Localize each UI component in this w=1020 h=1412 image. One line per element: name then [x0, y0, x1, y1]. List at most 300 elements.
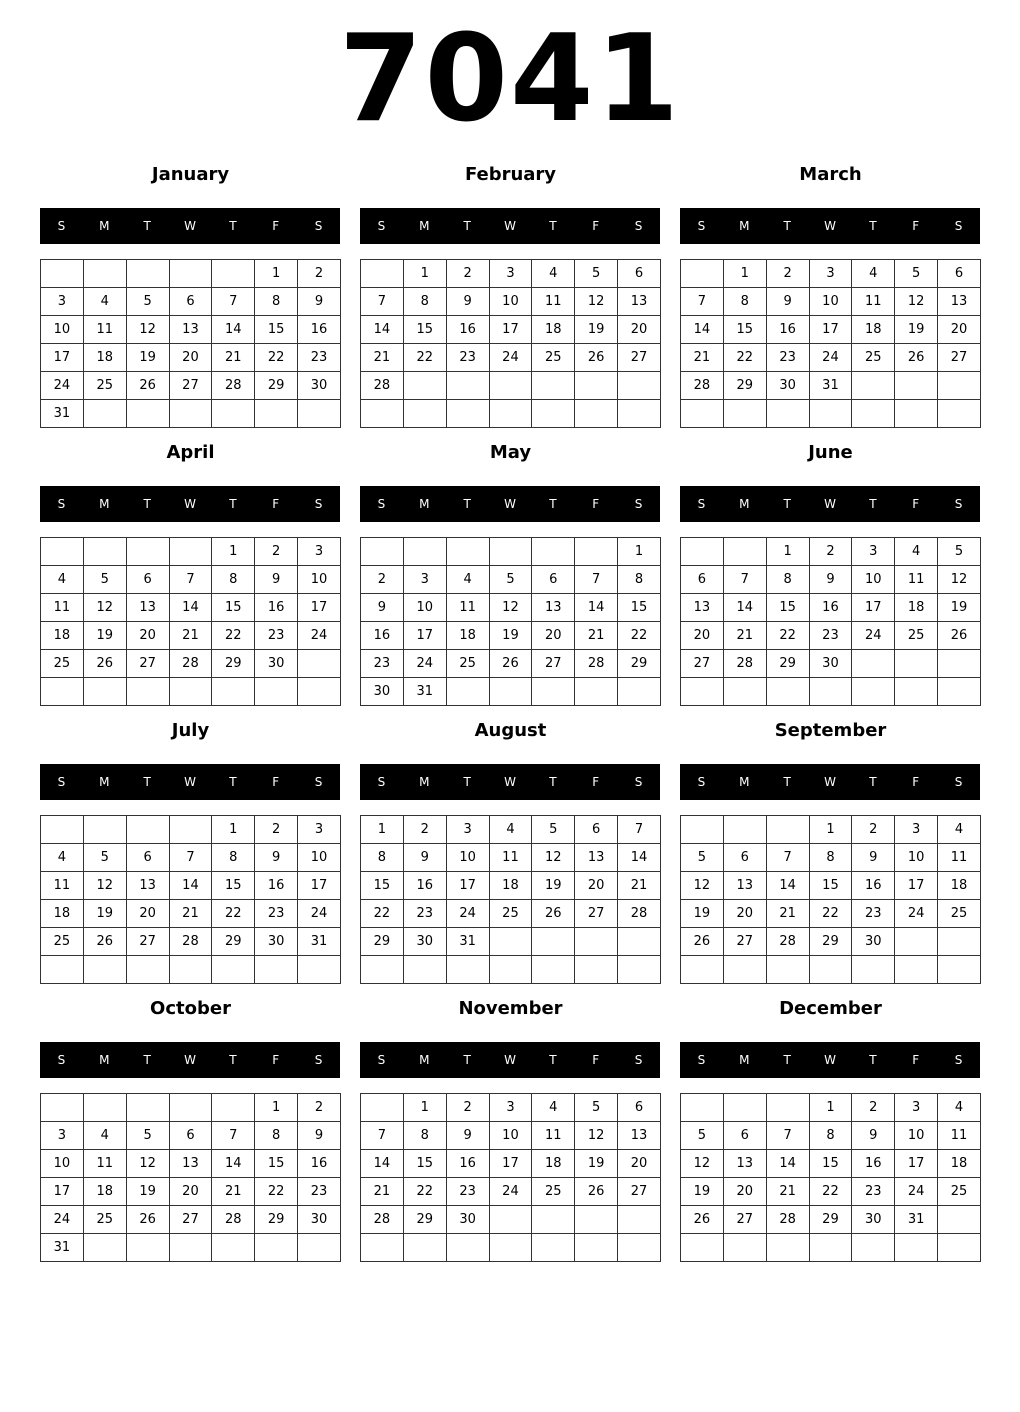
empty-cell	[766, 1234, 809, 1262]
empty-cell	[532, 928, 575, 956]
weekday-label: W	[504, 1053, 516, 1067]
day-cell: 24	[298, 900, 341, 928]
empty-cell	[83, 816, 126, 844]
day-cell: 23	[255, 900, 298, 928]
empty-cell	[938, 1234, 981, 1262]
day-cell: 6	[723, 844, 766, 872]
empty-cell	[126, 1234, 169, 1262]
day-cell: 2	[766, 260, 809, 288]
day-cell: 23	[766, 344, 809, 372]
day-cell: 6	[169, 1122, 212, 1150]
day-cell: 11	[41, 872, 84, 900]
day-cell: 20	[169, 344, 212, 372]
week-row	[361, 928, 661, 956]
week-row	[41, 1206, 341, 1234]
day-cell: 30	[298, 1206, 341, 1234]
empty-cell	[938, 956, 981, 984]
day-cell: 13	[126, 594, 169, 622]
day-cell: 7	[681, 288, 724, 316]
day-grid	[40, 1093, 341, 1262]
day-cell: 14	[766, 1150, 809, 1178]
day-cell: 13	[126, 872, 169, 900]
empty-cell	[126, 538, 169, 566]
weekday-label: S	[314, 1053, 323, 1067]
day-cell: 29	[212, 928, 255, 956]
day-cell: 3	[41, 1122, 84, 1150]
day-cell: 30	[852, 928, 895, 956]
week-row	[681, 816, 981, 844]
weekday-label: T	[869, 1053, 877, 1067]
day-cell: 31	[446, 928, 489, 956]
month-name: February	[464, 164, 557, 185]
day-cell: 9	[298, 1122, 341, 1150]
day-cell: 16	[809, 594, 852, 622]
day-cell: 27	[169, 372, 212, 400]
day-cell: 21	[169, 622, 212, 650]
day-cell: 22	[618, 622, 661, 650]
week-row	[41, 1094, 341, 1122]
empty-cell	[489, 678, 532, 706]
day-cell: 4	[489, 816, 532, 844]
day-cell: 19	[895, 316, 938, 344]
day-cell: 24	[489, 1178, 532, 1206]
empty-cell	[532, 1234, 575, 1262]
weekday-label: S	[634, 1053, 643, 1067]
day-cell: 12	[532, 844, 575, 872]
day-cell: 23	[361, 650, 404, 678]
day-cell: 25	[938, 900, 981, 928]
day-cell: 1	[766, 538, 809, 566]
empty-cell	[852, 956, 895, 984]
empty-cell	[895, 650, 938, 678]
day-cell: 26	[83, 928, 126, 956]
empty-cell	[83, 1234, 126, 1262]
weekday-label: W	[824, 497, 836, 511]
day-cell: 15	[618, 594, 661, 622]
day-cell: 10	[489, 288, 532, 316]
day-cell: 21	[766, 1178, 809, 1206]
empty-cell	[446, 400, 489, 428]
empty-cell	[489, 538, 532, 566]
day-cell: 15	[255, 316, 298, 344]
day-cell: 21	[361, 1178, 404, 1206]
empty-cell	[681, 816, 724, 844]
empty-cell	[618, 400, 661, 428]
day-cell: 24	[895, 1178, 938, 1206]
day-grid	[360, 259, 661, 428]
empty-cell	[126, 816, 169, 844]
day-cell: 16	[255, 872, 298, 900]
weekday-label: S	[697, 775, 706, 789]
empty-cell	[575, 538, 618, 566]
day-cell: 24	[298, 622, 341, 650]
weekday-label: T	[143, 1053, 151, 1067]
week-row	[361, 956, 661, 984]
weekday-header	[680, 486, 980, 522]
day-cell: 1	[403, 1094, 446, 1122]
day-cell: 13	[618, 1122, 661, 1150]
weekday-label: T	[549, 1053, 557, 1067]
day-cell: 2	[809, 538, 852, 566]
day-cell: 17	[895, 872, 938, 900]
week-row	[41, 1234, 341, 1262]
weekday-label: T	[229, 497, 237, 511]
week-row	[361, 288, 661, 316]
day-cell: 16	[852, 1150, 895, 1178]
week-row	[681, 288, 981, 316]
day-cell: 25	[532, 344, 575, 372]
day-cell: 20	[681, 622, 724, 650]
day-cell: 26	[575, 344, 618, 372]
day-cell: 20	[575, 872, 618, 900]
day-cell: 6	[681, 566, 724, 594]
weekday-label: S	[634, 219, 643, 233]
day-cell: 22	[255, 1178, 298, 1206]
day-cell: 18	[83, 1178, 126, 1206]
day-cell: 15	[809, 872, 852, 900]
day-cell: 23	[255, 622, 298, 650]
weekday-label: M	[99, 1053, 110, 1067]
weekday-label: S	[377, 497, 386, 511]
week-row	[41, 538, 341, 566]
month-name: October	[150, 998, 231, 1019]
weekday-label: S	[377, 1053, 386, 1067]
weekday-label: W	[184, 497, 196, 511]
day-cell: 5	[83, 566, 126, 594]
empty-cell	[83, 956, 126, 984]
empty-cell	[618, 1206, 661, 1234]
day-cell: 25	[83, 372, 126, 400]
empty-cell	[895, 678, 938, 706]
day-cell: 11	[532, 288, 575, 316]
weekday-label: S	[314, 775, 323, 789]
day-cell: 20	[126, 900, 169, 928]
day-cell: 24	[446, 900, 489, 928]
empty-cell	[723, 816, 766, 844]
week-row	[361, 344, 661, 372]
weekday-label: S	[57, 1053, 66, 1067]
empty-cell	[575, 956, 618, 984]
day-cell: 8	[361, 844, 404, 872]
empty-cell	[618, 678, 661, 706]
month-name: June	[808, 442, 853, 463]
day-cell: 19	[575, 316, 618, 344]
day-cell: 12	[895, 288, 938, 316]
day-cell: 1	[212, 816, 255, 844]
day-cell: 28	[212, 1206, 255, 1234]
empty-cell	[575, 928, 618, 956]
day-cell: 22	[809, 1178, 852, 1206]
day-cell: 22	[766, 622, 809, 650]
weekday-label: S	[57, 497, 66, 511]
day-cell: 25	[532, 1178, 575, 1206]
empty-cell	[361, 400, 404, 428]
day-cell: 29	[809, 1206, 852, 1234]
day-cell: 27	[575, 900, 618, 928]
day-cell: 28	[361, 372, 404, 400]
weekday-label: T	[783, 775, 791, 789]
weekday-label: S	[634, 497, 643, 511]
day-cell: 22	[403, 344, 446, 372]
day-cell: 3	[895, 816, 938, 844]
weekday-label: F	[912, 775, 920, 789]
day-grid	[680, 537, 981, 706]
day-cell: 16	[298, 1150, 341, 1178]
day-cell: 20	[723, 900, 766, 928]
day-cell: 9	[766, 288, 809, 316]
week-row	[41, 956, 341, 984]
empty-cell	[446, 956, 489, 984]
day-cell: 25	[41, 928, 84, 956]
empty-cell	[41, 678, 84, 706]
day-cell: 7	[766, 1122, 809, 1150]
day-cell: 21	[575, 622, 618, 650]
day-cell: 12	[681, 872, 724, 900]
day-cell: 6	[126, 566, 169, 594]
day-cell: 1	[255, 260, 298, 288]
day-cell: 26	[681, 928, 724, 956]
empty-cell	[403, 400, 446, 428]
day-cell: 27	[618, 344, 661, 372]
day-cell: 12	[83, 872, 126, 900]
week-row	[41, 400, 341, 428]
day-cell: 23	[852, 900, 895, 928]
day-cell: 8	[212, 844, 255, 872]
weekday-label: T	[869, 219, 877, 233]
empty-cell	[83, 678, 126, 706]
empty-cell	[681, 956, 724, 984]
week-row	[681, 594, 981, 622]
day-cell: 25	[489, 900, 532, 928]
weekday-label: M	[419, 1053, 430, 1067]
empty-cell	[169, 400, 212, 428]
day-cell: 12	[938, 566, 981, 594]
weekday-label: F	[592, 775, 600, 789]
weekday-label: T	[143, 497, 151, 511]
week-row	[41, 650, 341, 678]
weekday-header	[360, 764, 660, 800]
day-cell: 30	[361, 678, 404, 706]
day-cell: 9	[446, 1122, 489, 1150]
day-cell: 21	[681, 344, 724, 372]
weekday-label: M	[419, 775, 430, 789]
weekday-label: M	[739, 219, 750, 233]
empty-cell	[938, 1206, 981, 1234]
day-cell: 16	[446, 1150, 489, 1178]
empty-cell	[852, 650, 895, 678]
empty-cell	[403, 372, 446, 400]
day-cell: 22	[809, 900, 852, 928]
weekday-label: T	[229, 775, 237, 789]
day-cell: 20	[532, 622, 575, 650]
empty-cell	[852, 400, 895, 428]
day-cell: 29	[723, 372, 766, 400]
weekday-label: W	[184, 775, 196, 789]
day-cell: 28	[723, 650, 766, 678]
day-cell: 24	[895, 900, 938, 928]
day-cell: 24	[41, 372, 84, 400]
week-row	[681, 344, 981, 372]
day-cell: 2	[403, 816, 446, 844]
empty-cell	[298, 1234, 341, 1262]
day-cell: 28	[766, 928, 809, 956]
day-grid	[40, 537, 341, 706]
week-row	[361, 538, 661, 566]
day-cell: 31	[41, 1234, 84, 1262]
day-cell: 20	[618, 1150, 661, 1178]
empty-cell	[126, 400, 169, 428]
week-row	[361, 872, 661, 900]
day-cell: 11	[489, 844, 532, 872]
day-cell: 20	[126, 622, 169, 650]
week-row	[41, 372, 341, 400]
empty-cell	[852, 372, 895, 400]
day-cell: 27	[723, 1206, 766, 1234]
empty-cell	[83, 1094, 126, 1122]
day-cell: 25	[938, 1178, 981, 1206]
day-cell: 27	[126, 928, 169, 956]
weekday-label: T	[229, 1053, 237, 1067]
day-cell: 18	[41, 622, 84, 650]
day-cell: 15	[766, 594, 809, 622]
day-cell: 5	[895, 260, 938, 288]
empty-cell	[532, 372, 575, 400]
day-cell: 9	[403, 844, 446, 872]
day-cell: 12	[83, 594, 126, 622]
empty-cell	[446, 538, 489, 566]
day-cell: 8	[809, 844, 852, 872]
year-title: 7041	[339, 10, 681, 149]
weekday-label: T	[463, 1053, 471, 1067]
empty-cell	[489, 1206, 532, 1234]
day-cell: 17	[298, 594, 341, 622]
day-cell: 2	[298, 260, 341, 288]
empty-cell	[83, 400, 126, 428]
empty-cell	[681, 1094, 724, 1122]
day-cell: 22	[255, 344, 298, 372]
weekday-label: W	[504, 219, 516, 233]
weekday-label: T	[783, 1053, 791, 1067]
day-cell: 18	[532, 316, 575, 344]
day-cell: 12	[575, 288, 618, 316]
week-row	[41, 900, 341, 928]
day-cell: 4	[532, 1094, 575, 1122]
empty-cell	[766, 956, 809, 984]
day-cell: 27	[618, 1178, 661, 1206]
week-row	[361, 372, 661, 400]
day-cell: 28	[169, 928, 212, 956]
day-cell: 7	[361, 288, 404, 316]
week-row	[41, 872, 341, 900]
empty-cell	[532, 678, 575, 706]
day-cell: 25	[41, 650, 84, 678]
weekday-label: S	[377, 775, 386, 789]
day-cell: 8	[618, 566, 661, 594]
weekday-label: W	[824, 775, 836, 789]
month-name: April	[166, 442, 215, 463]
day-cell: 15	[723, 316, 766, 344]
week-row	[361, 1206, 661, 1234]
week-row	[361, 594, 661, 622]
weekday-label: S	[57, 219, 66, 233]
day-cell: 19	[126, 1178, 169, 1206]
day-cell: 23	[298, 344, 341, 372]
day-cell: 1	[361, 816, 404, 844]
month-name: July	[171, 720, 210, 741]
week-row	[41, 1122, 341, 1150]
empty-cell	[41, 956, 84, 984]
day-cell: 6	[938, 260, 981, 288]
day-grid	[360, 537, 661, 706]
empty-cell	[938, 928, 981, 956]
weekday-label: M	[739, 1053, 750, 1067]
weekday-label: S	[954, 1053, 963, 1067]
weekday-header	[680, 764, 980, 800]
weekday-header	[40, 486, 340, 522]
day-cell: 2	[852, 816, 895, 844]
day-cell: 5	[126, 1122, 169, 1150]
empty-cell	[852, 1234, 895, 1262]
day-cell: 13	[169, 316, 212, 344]
month-name: May	[489, 442, 532, 463]
day-cell: 11	[83, 1150, 126, 1178]
week-row	[41, 566, 341, 594]
weekday-header	[680, 1042, 980, 1078]
weekday-label: T	[549, 775, 557, 789]
day-cell: 15	[255, 1150, 298, 1178]
day-cell: 4	[938, 1094, 981, 1122]
week-row	[681, 566, 981, 594]
empty-cell	[446, 372, 489, 400]
weekday-label: W	[504, 497, 516, 511]
day-cell: 3	[852, 538, 895, 566]
day-cell: 5	[575, 260, 618, 288]
week-row	[681, 900, 981, 928]
day-cell: 22	[212, 622, 255, 650]
weekday-header	[360, 1042, 660, 1078]
day-cell: 2	[255, 538, 298, 566]
weekday-header	[360, 208, 660, 244]
week-row	[361, 1234, 661, 1262]
day-cell: 7	[212, 288, 255, 316]
empty-cell	[298, 400, 341, 428]
empty-cell	[809, 1234, 852, 1262]
week-row	[41, 316, 341, 344]
month-name: January	[151, 164, 230, 185]
day-cell: 24	[809, 344, 852, 372]
week-row	[681, 928, 981, 956]
day-cell: 12	[489, 594, 532, 622]
empty-cell	[618, 956, 661, 984]
day-cell: 19	[126, 344, 169, 372]
weekday-label: F	[272, 497, 280, 511]
day-grid	[680, 1093, 981, 1262]
day-cell: 26	[532, 900, 575, 928]
weekday-label: F	[592, 1053, 600, 1067]
day-cell: 7	[212, 1122, 255, 1150]
empty-cell	[723, 1094, 766, 1122]
empty-cell	[298, 956, 341, 984]
day-cell: 21	[618, 872, 661, 900]
empty-cell	[489, 928, 532, 956]
day-cell: 1	[723, 260, 766, 288]
empty-cell	[298, 678, 341, 706]
day-cell: 15	[809, 1150, 852, 1178]
day-cell: 3	[809, 260, 852, 288]
empty-cell	[489, 372, 532, 400]
day-cell: 13	[532, 594, 575, 622]
weekday-header	[360, 486, 660, 522]
